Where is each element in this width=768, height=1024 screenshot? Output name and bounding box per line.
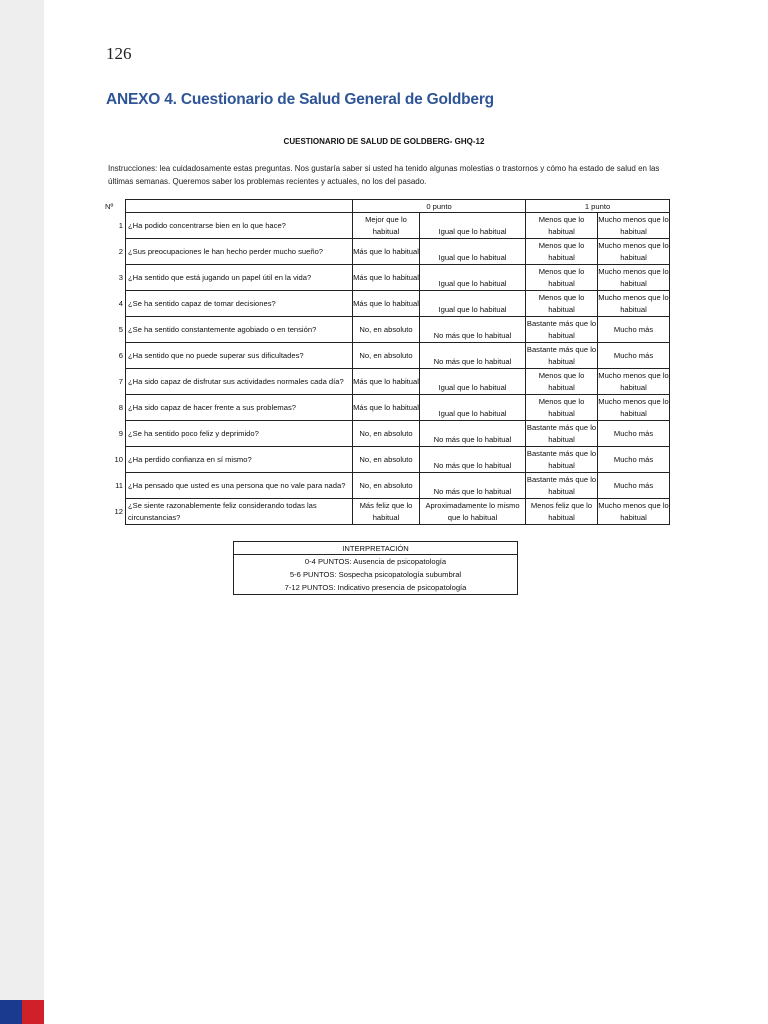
answer-option-a: No, en absoluto [353, 473, 420, 499]
table-row [103, 421, 670, 447]
answer-option-a: No, en absoluto [353, 447, 420, 473]
answer-option-b: Igual que lo habitual [420, 239, 526, 265]
answer-option-c: Menos que lo habitual [526, 369, 598, 395]
answer-option-c: Menos feliz que lo habitual [526, 499, 598, 525]
answer-option-d: Mucho menos que lo habitual [598, 369, 670, 395]
answer-option-a: No, en absoluto [353, 343, 420, 369]
answer-option-c: Menos que lo habitual [526, 239, 598, 265]
answer-option-d: Mucho menos que lo habitual [598, 239, 670, 265]
question-number: 11 [115, 481, 123, 490]
table-row [103, 213, 670, 239]
answer-option-b: No más que lo habitual [420, 421, 526, 447]
score0-header: 0 punto [353, 200, 526, 213]
answer-option-a: Mejor que lo habitual [353, 213, 420, 239]
question-text: ¿Se ha sentido constantemente agobiado o en tensión? [126, 317, 353, 343]
answer-option-b: Igual que lo habitual [420, 395, 526, 421]
table-row [103, 499, 670, 525]
question-text: ¿Ha pensado que usted es una persona que no vale para nada? [126, 473, 353, 499]
answer-option-b: Igual que lo habitual [420, 369, 526, 395]
answer-option-a: No, en absoluto [353, 317, 420, 343]
num-header: Nº [105, 201, 114, 211]
annex-title: ANEXO 4. Cuestionario de Salud General de Goldberg [106, 91, 494, 108]
answer-option-c: Menos que lo habitual [526, 265, 598, 291]
interpretation-table [233, 541, 518, 595]
instructions-text: Instrucciones: lea cuidadosamente estas preguntas. Nos gustaría saber si usted ha tenido algunas molestias o trastornos y cómo ha estado de salud en las últimas semanas. Queremos saber los problemas recientes y actuales, no los del pasado. [108, 164, 660, 186]
answer-option-d: Mucho menos que lo habitual [598, 395, 670, 421]
question-number: 7 [118, 377, 123, 386]
table-header-row [103, 200, 670, 213]
answer-option-c: Bastante más que lo habitual [526, 317, 598, 343]
interpretation-row: 0-4 PUNTOS: Ausencia de psicopatología [234, 555, 518, 569]
table-row [103, 395, 670, 421]
question-text: ¿Ha sentido que está jugando un papel útil en la vida? [126, 265, 353, 291]
ghq12-table [103, 199, 670, 525]
table-row [103, 265, 670, 291]
table-row [103, 239, 670, 265]
page-number: 126 [106, 44, 132, 63]
question-text: ¿Ha podido concentrarse bien en lo que hace? [126, 213, 353, 239]
question-number: 1 [118, 221, 123, 230]
page-left-margin [0, 0, 44, 1024]
answer-option-c: Menos que lo habitual [526, 291, 598, 317]
table-row [103, 473, 670, 499]
question-text: ¿Ha perdido confianza en sí mismo? [126, 447, 353, 473]
answer-option-a: Más que lo habitual [353, 395, 420, 421]
interpretation-row: 7-12 PUNTOS: Indicativo presencia de psicopatología [234, 581, 518, 595]
question-number: 12 [114, 507, 123, 516]
answer-option-d: Mucho menos que lo habitual [598, 265, 670, 291]
answer-option-d: Mucho menos que lo habitual [598, 213, 670, 239]
answer-option-b: Igual que lo habitual [420, 265, 526, 291]
table-row [103, 317, 670, 343]
table-row [103, 291, 670, 317]
answer-option-c: Bastante más que lo habitual [526, 447, 598, 473]
answer-option-a: Más que lo habitual [353, 369, 420, 395]
interpretation-row: 5-6 PUNTOS: Sospecha psicopatología subumbral [234, 568, 518, 581]
question-text: ¿Ha sido capaz de disfrutar sus actividades normales cada día? [126, 369, 353, 395]
question-text: ¿Se ha sentido poco feliz y deprimido? [126, 421, 353, 447]
question-number: 3 [118, 273, 123, 282]
answer-option-a: No, en absoluto [353, 421, 420, 447]
questionnaire-title: CUESTIONARIO DE SALUD DE GOLDBERG- GHQ-12 [283, 137, 485, 146]
answer-option-b: No más que lo habitual [420, 317, 526, 343]
answer-option-b: No más que lo habitual [420, 447, 526, 473]
answer-option-d: Mucho menos que lo habitual [598, 499, 670, 525]
answer-option-c: Bastante más que lo habitual [526, 473, 598, 499]
answer-option-d: Mucho más [598, 343, 670, 369]
answer-option-b: Igual que lo habitual [420, 213, 526, 239]
answer-option-b: Igual que lo habitual [420, 291, 526, 317]
answer-option-d: Mucho menos que lo habitual [598, 291, 670, 317]
question-text: ¿Se siente razonablemente feliz considerando todas las circunstancias? [126, 499, 353, 525]
question-text: ¿Ha sentido que no puede superar sus dificultades? [126, 343, 353, 369]
question-header-blank [126, 200, 353, 213]
flag-blue-block [0, 1000, 22, 1024]
question-number: 8 [118, 403, 123, 412]
answer-option-b: Aproximadamente lo mismo que lo habitual [420, 499, 526, 525]
table-row [103, 447, 670, 473]
answer-option-c: Menos que lo habitual [526, 213, 598, 239]
question-number: 4 [118, 299, 123, 308]
answer-option-a: Más que lo habitual [353, 291, 420, 317]
answer-option-d: Mucho más [598, 447, 670, 473]
question-text: ¿Sus preocupaciones le han hecho perder mucho sueño? [126, 239, 353, 265]
table-row [103, 343, 670, 369]
question-text: ¿Se ha sentido capaz de tomar decisiones? [126, 291, 353, 317]
answer-option-c: Bastante más que lo habitual [526, 343, 598, 369]
answer-option-d: Mucho más [598, 473, 670, 499]
answer-option-b: No más que lo habitual [420, 343, 526, 369]
question-number: 10 [114, 455, 123, 464]
flag-red-block [22, 1000, 44, 1024]
answer-option-c: Menos que lo habitual [526, 395, 598, 421]
question-number: 9 [118, 429, 123, 438]
answer-option-a: Más que lo habitual [353, 265, 420, 291]
table-row [103, 369, 670, 395]
question-number: 5 [118, 325, 123, 334]
answer-option-b: No más que lo habitual [420, 473, 526, 499]
question-text: ¿Ha sido capaz de hacer frente a sus problemas? [126, 395, 353, 421]
answer-option-a: Más feliz que lo habitual [353, 499, 420, 525]
answer-option-d: Mucho más [598, 421, 670, 447]
score1-header: 1 punto [526, 200, 670, 213]
answer-option-a: Más que lo habitual [353, 239, 420, 265]
question-number: 2 [118, 247, 123, 256]
question-number: 6 [118, 351, 123, 360]
answer-option-c: Bastante más que lo habitual [526, 421, 598, 447]
interpretation-header: INTERPRETACIÓN [234, 542, 518, 555]
answer-option-d: Mucho más [598, 317, 670, 343]
